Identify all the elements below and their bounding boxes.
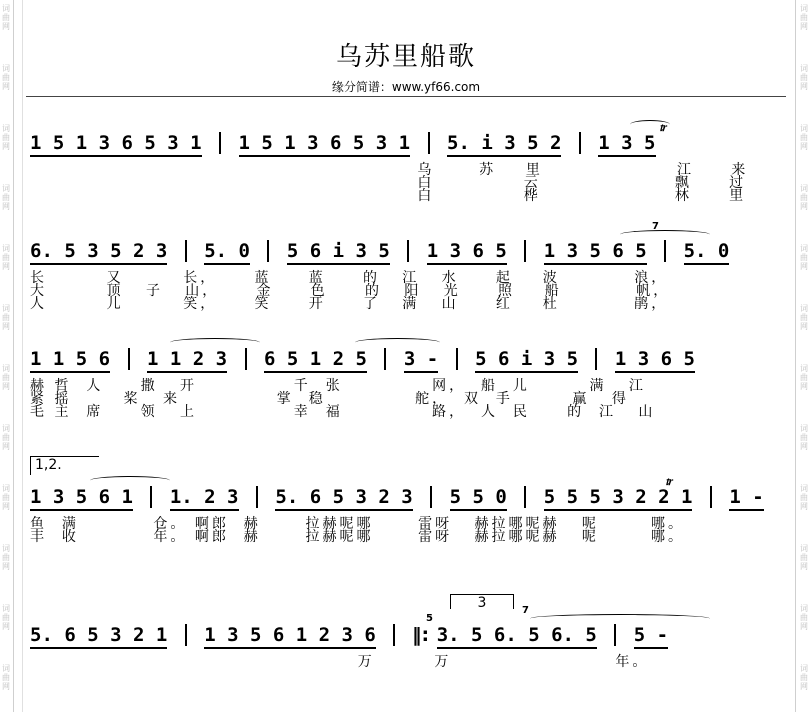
watermark-stamp: 网 [800,682,808,691]
slur [355,338,440,347]
measure: 5 - [634,624,668,649]
watermark-stamp: 网 [2,262,10,271]
volta-bracket: 1,2. [30,456,99,475]
watermark-stamp: 网 [2,22,10,31]
slur [170,338,260,347]
watermark-stamp: 词 [800,364,808,373]
watermark-stamp: 网 [2,502,10,511]
watermark-stamp: 网 [2,562,10,571]
watermark-stamp: 曲 [800,253,808,262]
watermark-stamp: 网 [2,142,10,151]
barline [456,348,458,370]
watermark-stamp: 网 [800,562,808,571]
watermark-stamp: 网 [2,622,10,631]
watermark-stamp: 词 [800,424,808,433]
watermark-stamp: 网 [2,82,10,91]
barline [384,348,386,370]
watermark-stamp: 曲 [800,373,808,382]
measure: 5. 6 5 3 2 3 [275,486,412,511]
watermark-stamp: 词 [2,304,10,313]
notes-line [30,132,656,160]
lyric-verse-2: 大 顶 子 山， 金 色 的 阳 光 照 船 帆， [30,283,671,299]
measure: 1 3 5 6 1 2 3 6 [204,624,376,649]
watermark-stamp: 词 [2,664,10,673]
lyric-verse-2: 白 云 飘 过 [30,175,747,191]
lyric-verse-1: 长 又 长， 蓝 蓝 的 江 水 起 波 浪， [30,270,669,286]
measure: 1 3 6 5 [615,348,695,373]
trill-mark: 𝆖 [666,474,673,488]
barline [267,240,269,262]
grace-note: 7 [522,605,529,616]
measure: 5. 0 [684,240,730,265]
watermark-stamp: 曲 [800,493,808,502]
barline [524,486,526,508]
watermark-stamp: 网 [800,82,808,91]
watermark-stamp: 词 [800,604,808,613]
measure: 6 5 1 2 5 [264,348,367,373]
watermark-stamp: 网 [2,202,10,211]
watermark-stamp: 曲 [2,193,10,202]
barline [430,486,432,508]
watermark-stamp: 曲 [2,553,10,562]
notes-line [30,348,695,376]
lyric-verse-1: 鱼 满 仓。 啊郎 赫 拉赫呢哪 雷呀 赫拉哪呢赫 呢 哪。 [30,516,686,532]
watermark-stamp: 词 [2,544,10,553]
measure: 1 5 1 3 6 5 3 1 [239,132,411,157]
barline [428,132,430,154]
barline [128,348,130,370]
measure: 5. 6 5 3 2 1 [30,624,167,649]
inner-left-guide [22,0,23,712]
lyric-verse-1: 赫 哲 人 撒 开 千 张 网， 船 儿 满 江 [30,378,646,394]
barline [710,486,712,508]
watermark-stamp: 词 [2,484,10,493]
watermark-stamp: 网 [800,622,808,631]
notes-line [30,624,668,652]
lyric-verse-3: 毛 主 席 领 上 幸 福 路， 人 民 的 江 山 [30,404,656,420]
barline [407,240,409,262]
lyric-verse-2: 紧 摇 桨 来 掌 稳 舵， 双 手 赢 得 [30,391,629,407]
watermark-stamp: 曲 [800,673,808,682]
score-header [22,0,790,96]
left-divider [13,0,14,712]
watermark-stamp: 曲 [2,73,10,82]
watermark-stamp: 词 [2,424,10,433]
trill-mark: 𝆖 [660,120,667,134]
watermark-stamp: 词 [800,664,808,673]
watermark-stamp: 曲 [2,373,10,382]
measure: 5 5 0 [450,486,507,511]
watermark-stamp: 词 [2,604,10,613]
measure: 1 3 5 [598,132,655,157]
watermark-stamp: 词 [2,364,10,373]
barline [664,240,666,262]
watermark-stamp: 网 [800,322,808,331]
watermark-stamp: 网 [800,262,808,271]
watermark-stamp: 曲 [800,73,808,82]
measure: 1. 2 3 [170,486,239,511]
triplet-bracket: 3 [450,594,514,609]
watermark-stamp: 网 [800,22,808,31]
watermark-stamp: 曲 [800,613,808,622]
notes-line [30,240,729,268]
slur [90,476,170,485]
watermark-stamp: 网 [2,682,10,691]
measure: 3. 5 6. 5 6. 5 [437,624,597,649]
watermark-stamp: 词 [2,184,10,193]
barline [219,132,221,154]
watermark-stamp: 词 [800,124,808,133]
watermark-stamp: 曲 [2,433,10,442]
measure: 5 5 5 3 2 2 1 [544,486,693,511]
lyric-verse-3: 人 儿 笑， 笑 开 了 满 山 红 杜 鹃， [30,296,669,312]
watermark-stamp: 曲 [2,313,10,322]
watermark-stamp: 词 [800,304,808,313]
lyric-verse-2: 丰 收 年。 啊郎 赫 拉赫呢哪 雷呀 赫拉哪呢赫 呢 哪。 [30,529,686,545]
lyric-verse-3: 白 桦 林 里 [30,188,747,204]
left-watermark-strip [0,0,12,712]
barline [524,240,526,262]
measure: 1 3 5 6 5 [544,240,647,265]
barline [256,486,258,508]
measure: 3 - [404,348,438,373]
watermark-stamp: 词 [800,244,808,253]
watermark-stamp: 网 [2,442,10,451]
measure: 5 6 i 3 5 [287,240,390,265]
barline [185,624,187,646]
watermark-stamp: 网 [2,322,10,331]
measure: 6. 5 3 5 2 3 [30,240,167,265]
watermark-stamp: 曲 [800,553,808,562]
measure: 1 5 1 3 6 5 3 1 [30,132,202,157]
watermark-stamp: 词 [2,64,10,73]
right-divider [795,0,796,712]
notes-line [30,486,764,514]
watermark-stamp: 曲 [800,193,808,202]
barline [185,240,187,262]
lyric-verse-1: 乌 苏 里 江 来 [30,162,749,178]
measure: 1 1 2 3 [147,348,227,373]
watermark-stamp: 词 [800,64,808,73]
grace-note: 5 [426,613,433,624]
watermark-stamp: 词 [800,4,808,13]
watermark-stamp: 曲 [800,13,808,22]
slur [530,614,710,623]
measure: 5. 0 [204,240,250,265]
source-credit: 缘分简谱：www.yf66.com [331,80,481,94]
watermark-stamp: 曲 [800,133,808,142]
watermark-stamp: 曲 [800,433,808,442]
grace-note: 7 [652,221,659,232]
watermark-stamp: 曲 [2,253,10,262]
barline [245,348,247,370]
measure: 1 3 6 5 [427,240,507,265]
song-title: 乌苏里船歌 [335,42,476,72]
watermark-stamp: 网 [2,382,10,391]
barline [595,348,597,370]
watermark-stamp: 网 [800,142,808,151]
watermark-stamp: 曲 [2,133,10,142]
barline [579,132,581,154]
watermark-stamp: 网 [800,502,808,511]
watermark-stamp: 词 [800,544,808,553]
measure: 5. i 3 5 2 [447,132,561,157]
watermark-stamp: 词 [800,184,808,193]
watermark-stamp: 网 [800,202,808,211]
measure: 1 - [729,486,763,511]
watermark-stamp: 曲 [2,673,10,682]
barline [150,486,152,508]
lyric-verse-1: 万 万 年。 [30,654,650,670]
slur [620,230,710,239]
watermark-stamp: 曲 [2,13,10,22]
right-watermark-strip [798,0,810,712]
watermark-stamp: 曲 [2,613,10,622]
measure: 5 6 i 3 5 [475,348,578,373]
watermark-stamp: 曲 [2,493,10,502]
watermark-stamp: 词 [2,244,10,253]
measure: 1 1 5 6 [30,348,110,373]
measure: 1 3 5 6 1 [30,486,133,511]
barline [393,624,395,646]
watermark-stamp: 词 [2,4,10,13]
barline [614,624,616,646]
repeat-sign: ‖: [412,624,430,646]
watermark-stamp: 曲 [800,313,808,322]
watermark-stamp: 词 [2,124,10,133]
watermark-stamp: 网 [800,382,808,391]
watermark-stamp: 词 [800,484,808,493]
header-rule [26,96,786,97]
watermark-stamp: 网 [800,442,808,451]
